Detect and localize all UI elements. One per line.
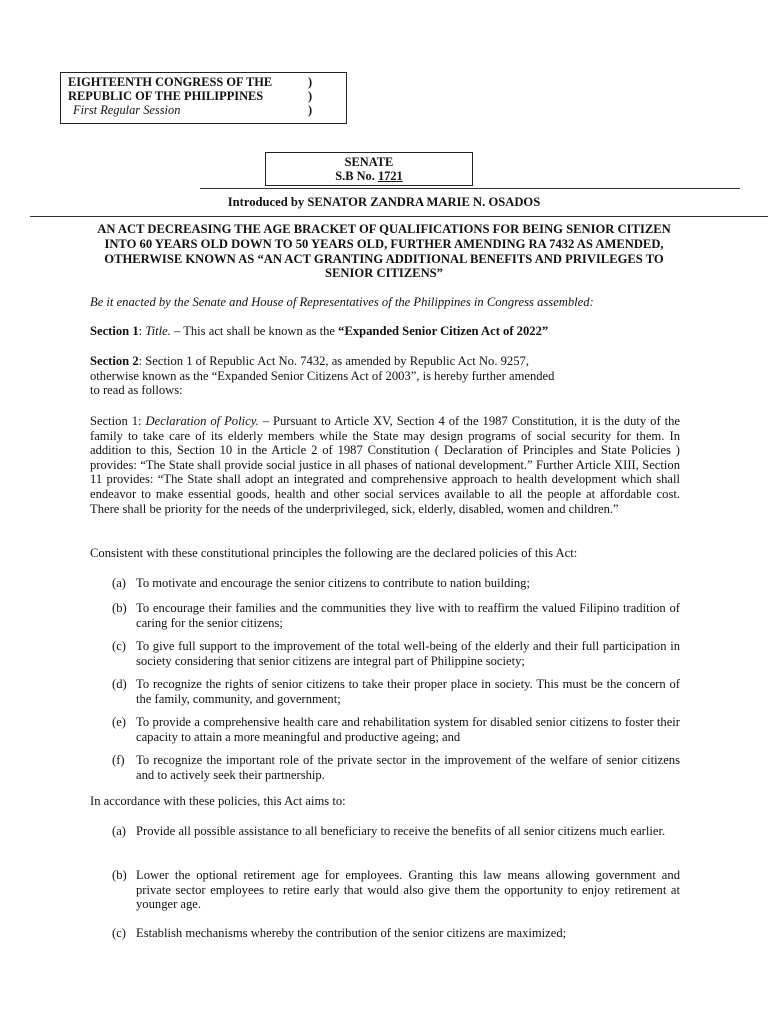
aim-item: (a) Provide all possible assistance to all beneficiary to receive the benefits of all senior citizens much earlier. [112, 824, 666, 838]
introduced-by: Introduced by SENATOR ZANDRA MARIE N. OSADOS [227, 195, 541, 209]
section-1: Section 1: Title. – This act shall be known as the “Expanded Senior Citizen Act of 2022” [90, 324, 549, 338]
congress-line-2: REPUBLIC OF THE PHILIPPINES ) [68, 89, 313, 103]
policy-item: (f) To recognize the important role of the private sector in the improvement of the welfare of senior citizens and to actively seek their partnership. [112, 753, 680, 782]
aim-item: (b) Lower the optional retirement age for employees. Granting this law means allowing government and private sector employees to retire early that would also give them the opportunity to enjoy retirement at younger age. [112, 868, 680, 912]
bill-number: S.B No. 1721 [335, 169, 403, 183]
paren: ) [308, 103, 313, 117]
senate-bill-box [265, 152, 473, 186]
congress-header-box [60, 72, 347, 124]
policy-item: (b) To encourage their families and the communities they live with to reaffirm the valued Filipino tradition of caring for the senior citizens; [112, 601, 680, 630]
enacting-clause: Be it enacted by the Senate and House of Representatives of the Philippines in Congress assembled: [90, 295, 594, 309]
declaration-of-policy: Section 1: Declaration of Policy. – Pursuant to Article XV, Section 4 of the 1987 Constitution, it is the duty of the family to take care of its elderly members while the State may design programs of social security for them. In addition to this, Section 10 in the Article 2 of 1987 Constitution ( Declaration of Principles and State Policies ) provides: “The State shall provide social justice in all phases of national development.” Further Article XIII, Section 11 provides: “The State shall adopt an integrated and comprehensive approach to health development which shall endeavor to make essential goods, health and other social services available to all the people at affordable cost. There shall be priority for the needs of the underprivileged, sick, elderly, disabled, women and children.” [90, 414, 680, 516]
divider-bottom [30, 216, 768, 217]
senate-title: SENATE [344, 155, 394, 169]
policy-item: (e) To provide a comprehensive health care and rehabilitation system for disabled senior citizens to foster their capacity to attain a more meaningful and productive ageing; and [112, 715, 680, 744]
divider-top [200, 188, 740, 189]
aims-intro: In accordance with these policies, this Act aims to: [90, 794, 346, 808]
policy-item: (c) To give full support to the improvement of the total well-being of the elderly and their full participation in society considering that senior citizens are integral part of Philippine society; [112, 639, 680, 668]
paren: ) [308, 75, 313, 89]
session-line: First Regular Session ) [73, 103, 313, 117]
policy-item: (a) To motivate and encourage the senior citizens to contribute to nation building; [112, 576, 530, 590]
aim-item: (c) Establish mechanisms whereby the contribution of the senior citizens are maximized; [112, 926, 567, 940]
section-2: Section 2: Section 1 of Republic Act No. 7432, as amended by Republic Act No. 9257, otherwise known as the “Expanded Senior Citizens Act of 2003”, is hereby further amended to read as follows: [90, 354, 555, 398]
act-title: AN ACT DECREASING THE AGE BRACKET OF QUALIFICATIONS FOR BEING SENIOR CITIZEN INTO 60 YEARS OLD DOWN TO 50 YEARS OLD, FURTHER AMENDING RA 7432 AS AMENDED, OTHERWISE KNOWN AS “AN ACT GRANTING ADDITIONAL BENEFITS AND PRIVILEGES TO SENIOR CITIZENS” [97, 222, 671, 281]
policies-intro: Consistent with these constitutional principles the following are the declared policies of this Act: [90, 546, 578, 560]
congress-line-1: EIGHTEENTH CONGRESS OF THE ) [68, 75, 313, 89]
policy-item: (d) To recognize the rights of senior citizens to take their proper place in society. This must be the concern of the family, community, and government; [112, 677, 680, 706]
paren: ) [308, 89, 313, 103]
